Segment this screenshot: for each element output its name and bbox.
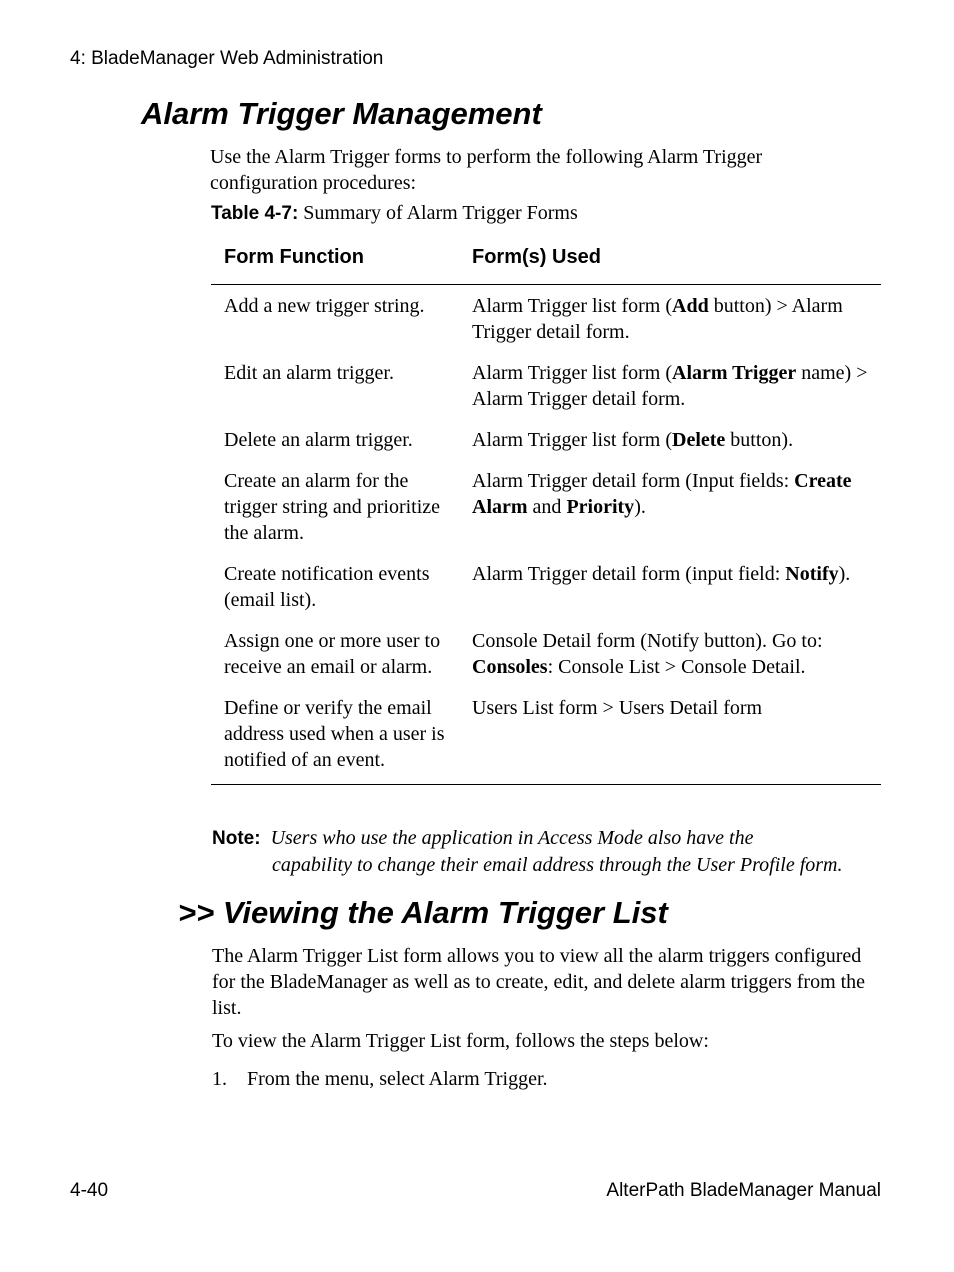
- row-function: Assign one or more user to receive an email or alarm.: [224, 630, 441, 678]
- table-row: [211, 289, 881, 356]
- note: [212, 825, 892, 878]
- forms-text: ).: [634, 496, 646, 518]
- note-text-line1: Users who use the application in Access Mode also have the: [270, 827, 754, 849]
- page-number: 4-40: [70, 1180, 109, 1201]
- manual-title: AlterPath BladeManager Manual: [606, 1180, 881, 1201]
- row-forms: [459, 695, 881, 773]
- forms-text: button).: [725, 429, 794, 451]
- table-row: [211, 624, 881, 691]
- forms-bold: Create Alarm: [472, 470, 852, 518]
- table-row: [211, 423, 881, 464]
- row-forms: [459, 628, 881, 680]
- row-forms: [459, 360, 881, 412]
- table-row: [211, 691, 881, 784]
- running-header: 4: BladeManager Web Administration: [70, 48, 384, 69]
- table-row: [211, 356, 881, 423]
- row-forms: [459, 427, 881, 453]
- forms-text: Alarm Trigger detail form (input field:: [472, 563, 786, 585]
- row-function: Create notification events (email list).: [224, 563, 430, 611]
- table-header-forms: Form(s) Used: [472, 246, 601, 268]
- table-header-row: [211, 232, 881, 285]
- forms-text: Console Detail form (Notify button). Go to:: [472, 630, 823, 652]
- forms-bold: Alarm Trigger: [672, 362, 797, 384]
- forms-text: and: [527, 496, 567, 518]
- step-number: 1.: [212, 1068, 227, 1090]
- forms-text: name) > Alarm Trigger detail form.: [472, 362, 868, 410]
- step-text: From the menu, select Alarm Trigger.: [247, 1068, 548, 1090]
- section-title: Alarm Trigger Management: [141, 96, 542, 131]
- forms-text: Alarm Trigger detail form (Input fields:: [472, 470, 795, 492]
- step-item: [212, 1068, 548, 1091]
- summary-table: [211, 232, 881, 785]
- forms-text: : Console List > Console Detail.: [547, 656, 806, 678]
- row-function: Create an alarm for the trigger string and prioritize the alarm.: [224, 470, 441, 544]
- forms-text: button) > Alarm Trigger detail form.: [472, 295, 843, 343]
- table-caption-text: Summary of Alarm Trigger Forms: [303, 202, 578, 224]
- row-forms: [459, 561, 881, 613]
- forms-text: Users List form > Users Detail form: [472, 697, 763, 719]
- forms-text: ).: [838, 563, 851, 585]
- forms-bold: Consoles: [472, 656, 548, 678]
- row-forms: [459, 468, 881, 546]
- steps-intro: To view the Alarm Trigger List form, follows the steps below:: [212, 1030, 709, 1052]
- note-text-line2: capability to change their email address through the User Profile form.: [272, 854, 843, 876]
- forms-bold: Delete: [672, 429, 726, 451]
- table-caption-label: Table 4-7:: [211, 203, 299, 224]
- forms-text: Alarm Trigger list form (: [472, 295, 672, 317]
- table-body: [211, 285, 881, 785]
- table-row: [211, 464, 881, 557]
- intro-paragraph: Use the Alarm Trigger forms to perform the following Alarm Trigger configuration procedures:: [210, 146, 763, 194]
- row-function: Edit an alarm trigger.: [224, 362, 394, 384]
- table-row: [211, 557, 881, 624]
- forms-bold: Priority: [566, 496, 635, 518]
- table-caption: [211, 202, 578, 225]
- row-function: Add a new trigger string.: [224, 295, 425, 317]
- table-header-function: Form Function: [224, 246, 364, 268]
- forms-text: Alarm Trigger list form (: [472, 362, 672, 384]
- subsection-title: >> Viewing the Alarm Trigger List: [178, 895, 668, 930]
- forms-text: Alarm Trigger list form (: [472, 429, 672, 451]
- row-forms: [459, 293, 881, 345]
- subsection-paragraph: The Alarm Trigger List form allows you to view all the alarm triggers configured for the BladeManager as well as to create, edit, and delete alarm triggers from the list.: [212, 945, 866, 1019]
- note-label: Note:: [212, 828, 261, 849]
- forms-bold: Notify: [785, 563, 839, 585]
- row-function: Delete an alarm trigger.: [224, 429, 413, 451]
- forms-bold: Add: [672, 295, 709, 317]
- row-function: Define or verify the email address used when a user is notified of an event.: [224, 697, 445, 771]
